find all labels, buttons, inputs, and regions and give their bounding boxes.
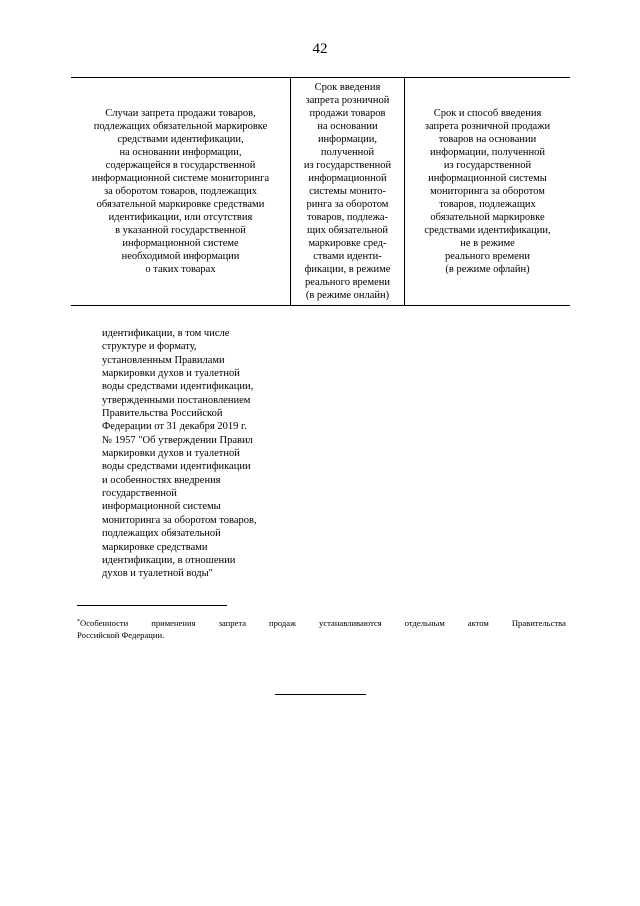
- header-line: (в режиме онлайн): [305, 289, 390, 301]
- header-line: продажи товаров: [309, 107, 386, 119]
- header-line: идентификации, или отсутствия: [108, 211, 253, 223]
- header-line: ринга за оборотом: [306, 198, 389, 210]
- header-line: информационной системе мониторинга: [91, 172, 270, 184]
- footnote-line-2: Российской Федерации.: [77, 630, 165, 640]
- header-line: на основании: [317, 120, 378, 132]
- header-line: из государственной: [443, 159, 532, 171]
- header-line: запрета розничной: [305, 94, 390, 106]
- body-line: духов и туалетной воды": [102, 568, 213, 580]
- header-line: информационной: [308, 172, 387, 184]
- table-header-cell-3: [405, 78, 570, 304]
- body-line: маркировки духов и туалетной: [102, 448, 240, 460]
- header-line: Срок введения: [314, 81, 381, 93]
- body-line: подлежащих обязательной: [102, 528, 221, 540]
- footnote-word: продаж: [268, 618, 297, 628]
- header-line: не в режиме: [460, 237, 515, 249]
- header-cell-3-text: [424, 107, 550, 276]
- body-line: Федерации от 31 декабря 2019 г.: [102, 421, 247, 433]
- header-line: товаров, подлежа-: [306, 211, 389, 223]
- header-line: Срок и способ введения: [433, 107, 542, 119]
- footnote-word: запрета: [218, 618, 247, 628]
- footnote-separator: [77, 605, 227, 606]
- table-header-bottom-rule: [71, 305, 570, 306]
- body-line: Правительства Российской: [102, 408, 223, 420]
- header-line: (в режиме офлайн): [445, 263, 530, 275]
- header-line: средствами идентификации,: [424, 224, 551, 236]
- page-number: 42: [312, 41, 328, 57]
- header-line: необходимой информации: [121, 250, 240, 262]
- footnote-word: устанавливаются: [319, 618, 382, 628]
- body-line: установленным Правилами: [102, 354, 225, 366]
- table-header-cell-2: [291, 78, 404, 304]
- header-line: обязательной маркировке средствами: [96, 198, 265, 210]
- header-line: содержащейся в государственной: [105, 159, 256, 171]
- header-line: полученной: [320, 146, 375, 158]
- header-line: системы монито-: [309, 185, 386, 197]
- header-line: маркировке сред-: [308, 237, 387, 249]
- header-line: мониторинга за оборотом: [430, 185, 545, 197]
- header-line: реального времени: [444, 250, 530, 262]
- header-line: средствами идентификации,: [117, 133, 244, 145]
- footnote-word: применения: [151, 618, 196, 628]
- header-line: на основании информации,: [119, 146, 242, 158]
- body-line: государственной: [102, 488, 177, 500]
- body-line: воды средствами идентификации,: [102, 381, 254, 393]
- header-line: информации,: [317, 133, 378, 145]
- body-line: и особенностях внедрения: [102, 474, 221, 486]
- header-line: щих обязательной: [306, 224, 389, 236]
- header-line: Случаи запрета продажи товаров,: [105, 107, 256, 119]
- header-line: фикации, в режиме: [304, 263, 391, 275]
- header-line: о таких товарах: [145, 263, 216, 275]
- body-line: № 1957 "Об утверждении Правил: [102, 434, 253, 446]
- header-line: товаров, подлежащих: [439, 198, 536, 210]
- body-line: структуре и формату,: [102, 341, 197, 353]
- body-line: маркировки духов и туалетной: [102, 368, 240, 380]
- body-line: маркировке средствами: [102, 541, 208, 553]
- header-line: обязательной маркировке: [430, 211, 545, 223]
- body-line: информационной системы: [102, 501, 221, 513]
- header-line: информационной системы: [428, 172, 547, 184]
- header-line: информационной системе: [122, 237, 239, 249]
- header-line: за оборотом товаров, подлежащих: [104, 185, 257, 197]
- table-body-cell-text: [102, 327, 257, 581]
- table-header-cell-1: [71, 78, 290, 304]
- header-cell-2-text: [304, 81, 391, 302]
- footnote-word-text: Особенности: [80, 618, 129, 628]
- header-line: запрета розничной продажи: [424, 120, 551, 132]
- footnote-word: актом: [467, 618, 489, 628]
- header-line: реального времени: [304, 276, 390, 288]
- footnote-word: отдельным: [404, 618, 445, 628]
- header-line: товаров на основании: [438, 133, 537, 145]
- footnote: [77, 617, 566, 641]
- footnote-marker: *: [77, 619, 80, 625]
- body-line: идентификации, в том числе: [102, 328, 230, 339]
- header-line: подлежащих обязательной маркировке: [93, 120, 268, 132]
- footnote-word: [77, 617, 128, 629]
- body-line: идентификации, в отношении: [102, 554, 236, 566]
- body-line: утвержденными постановлением: [102, 394, 251, 406]
- body-line: воды средствами идентификации: [102, 461, 251, 473]
- footnote-line-1: [77, 617, 566, 629]
- header-line: из государственной: [303, 159, 392, 171]
- document-end-rule: [275, 694, 366, 695]
- body-line: мониторинга за оборотом товаров,: [102, 514, 257, 526]
- header-line: в указанной государственной: [115, 224, 246, 236]
- header-cell-1-text: [92, 107, 269, 276]
- header-line: ствами иденти-: [313, 250, 382, 262]
- header-line: информации, полученной: [429, 146, 545, 158]
- footnote-word: Правительства: [511, 618, 566, 628]
